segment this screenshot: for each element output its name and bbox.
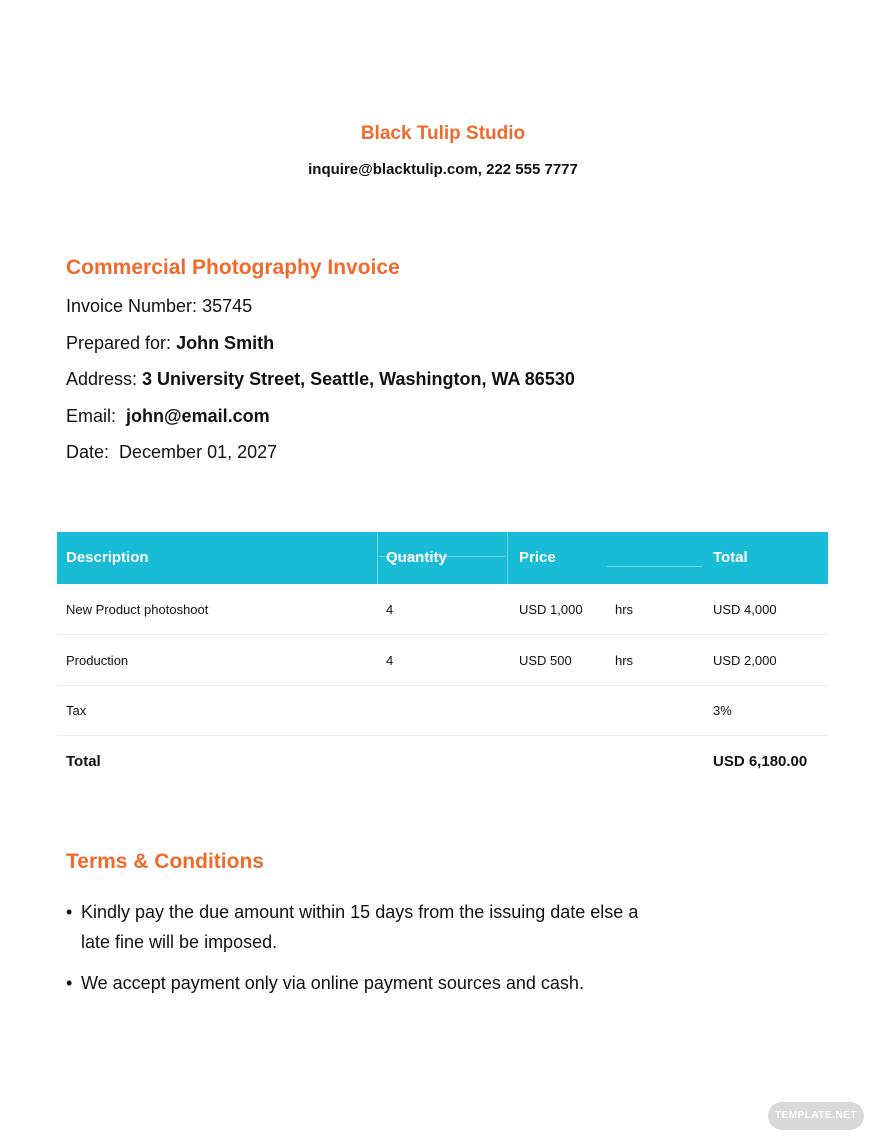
invoice-title: Commercial Photography Invoice — [66, 256, 400, 279]
total-row — [57, 735, 828, 785]
prepared-for-value: John Smith — [176, 333, 275, 353]
header-divider-line — [607, 566, 702, 567]
studio-name: Black Tulip Studio — [360, 123, 526, 144]
table-row — [57, 584, 828, 635]
studio-contact: inquire@blacktulip.com, 222 555 7777 — [308, 161, 578, 178]
header-description: Description — [66, 549, 149, 566]
term-text: Kindly pay the due amount within 15 days from the issuing date else a late fine will be imposed. — [81, 902, 639, 952]
total-label: Total — [66, 753, 101, 770]
row-total: USD 2,000 — [713, 653, 777, 668]
row-quantity: 4 — [386, 653, 394, 668]
address-value: 3 University Street, Seattle, Washington, WA 86530 — [142, 369, 575, 389]
prepared-for — [66, 333, 274, 354]
row-unit: hrs — [615, 653, 634, 668]
terms-title: Terms & Conditions — [66, 850, 264, 873]
date — [66, 442, 277, 463]
header-quantity: Quantity — [386, 549, 447, 566]
term-item — [66, 968, 666, 998]
address-label: Address: — [66, 369, 143, 389]
header-price: Price — [519, 549, 556, 566]
tax-label: Tax — [66, 703, 87, 718]
header-total: Total — [713, 549, 748, 566]
email — [66, 406, 270, 427]
date-value: December 01, 2027 — [119, 442, 278, 462]
row-description: New Product photoshoot — [66, 602, 209, 617]
term-text: We accept payment only via online payment sources and cash. — [81, 973, 584, 993]
row-quantity: 4 — [386, 602, 394, 617]
table-header — [57, 532, 828, 584]
tax-value: 3% — [713, 703, 732, 718]
date-label: Date: — [66, 442, 120, 462]
tax-row — [57, 685, 828, 736]
header-divider — [377, 532, 378, 584]
invoice-number-value: 35745 — [202, 296, 253, 316]
watermark-badge: TEMPLATE.NET — [768, 1102, 864, 1130]
row-total: USD 4,000 — [713, 602, 777, 617]
invoice-number-label: Invoice Number: — [66, 296, 203, 316]
address — [66, 369, 575, 390]
invoice-number — [66, 296, 252, 317]
email-label: Email: — [66, 406, 127, 426]
total-value: USD 6,180.00 — [713, 753, 808, 770]
term-item — [66, 897, 666, 957]
header-divider — [507, 532, 508, 584]
row-price: USD 1,000 — [519, 602, 583, 617]
row-unit: hrs — [615, 602, 634, 617]
row-description: Production — [66, 653, 129, 668]
prepared-for-label: Prepared for: — [66, 333, 177, 353]
bullet-icon: • — [66, 902, 73, 922]
email-value: john@email.com — [126, 406, 270, 426]
row-price: USD 500 — [519, 653, 572, 668]
table-row — [57, 635, 828, 686]
bullet-icon: • — [66, 973, 73, 993]
